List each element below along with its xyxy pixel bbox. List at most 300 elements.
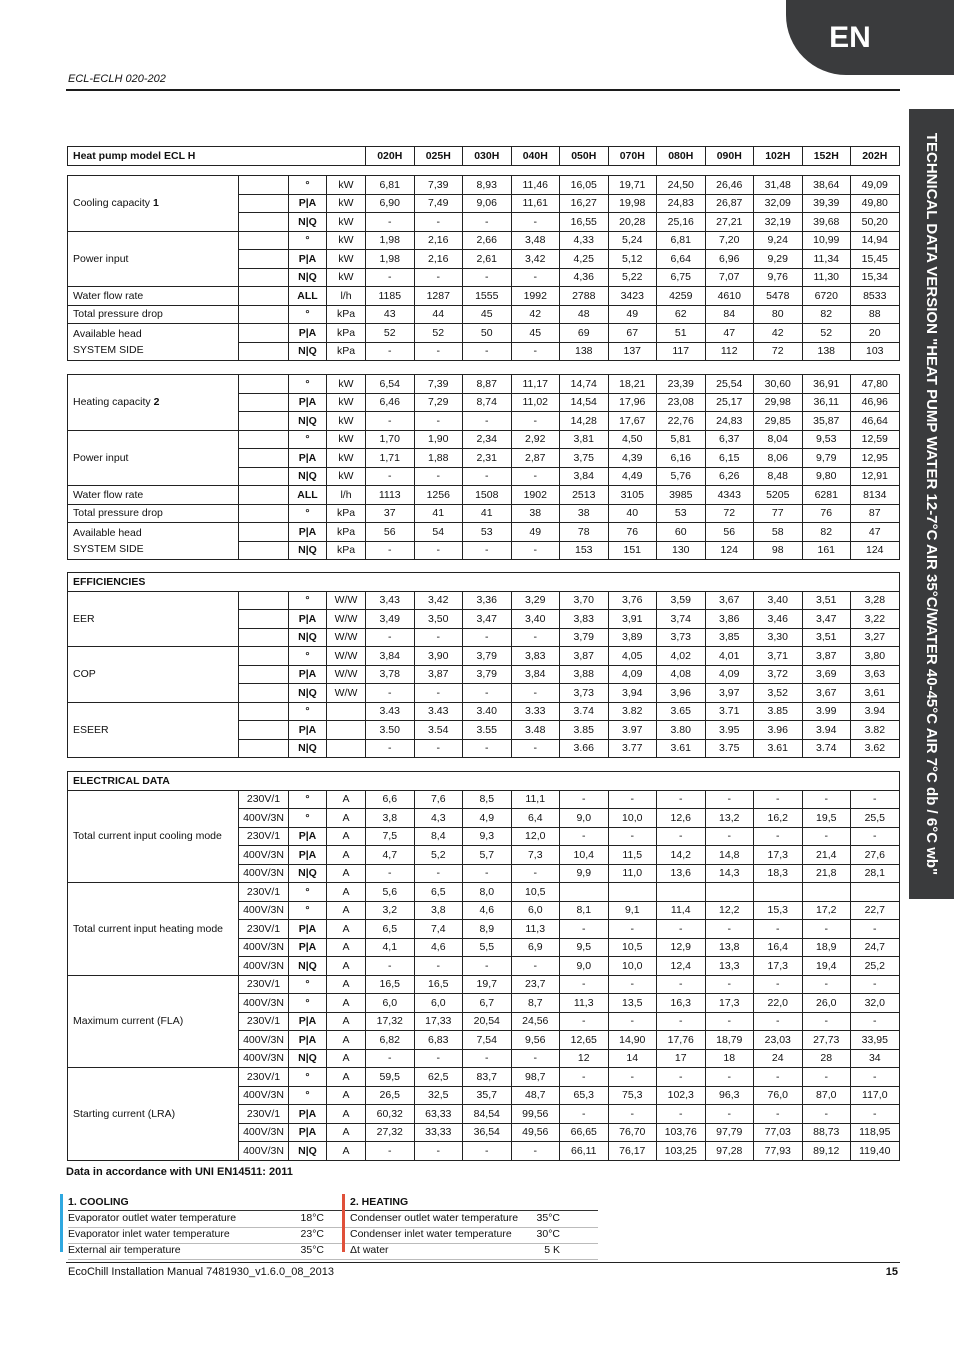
value-cell: 6,0 [366, 994, 415, 1013]
legend-item-label: Evaporator outlet water temperature [68, 1212, 237, 1224]
power-supply-cell [239, 342, 289, 361]
value-cell: 2,61 [463, 250, 512, 269]
value-cell: 60,32 [366, 1105, 415, 1124]
data-section-table [67, 175, 900, 361]
value-cell: 3,50 [414, 610, 463, 629]
value-cell: 12,4 [657, 957, 706, 976]
value-cell: - [608, 790, 657, 809]
power-supply-cell [239, 665, 289, 684]
version-cell: P|A [289, 1031, 327, 1050]
version-cell: ALL [289, 486, 327, 505]
value-cell: 87,0 [802, 1086, 851, 1105]
value-cell: 15,3 [754, 901, 803, 920]
unit-cell: A [327, 994, 366, 1013]
value-cell: - [511, 1142, 560, 1161]
value-cell: - [366, 1142, 415, 1161]
value-cell: 3985 [657, 486, 706, 505]
value-cell: - [414, 412, 463, 431]
value-cell: 36,54 [463, 1123, 512, 1142]
value-cell: 3,86 [705, 610, 754, 629]
value-cell: 88 [851, 305, 900, 324]
value-cell: 9,29 [754, 250, 803, 269]
value-cell: - [560, 827, 609, 846]
value-cell: 9,0 [560, 809, 609, 828]
value-cell: 4,01 [705, 647, 754, 666]
value-cell: 24,50 [657, 176, 706, 195]
value-cell: 11,3 [511, 920, 560, 939]
power-supply-cell: 230V/1 [239, 975, 289, 994]
value-cell: 9,1 [608, 901, 657, 920]
value-cell: 4,49 [608, 467, 657, 486]
value-cell: - [657, 1105, 706, 1124]
value-cell: 11,17 [511, 375, 560, 394]
value-cell: 3,76 [608, 591, 657, 610]
legend-item-label: Condenser outlet water temperature [350, 1212, 519, 1224]
value-cell: 19,5 [802, 809, 851, 828]
unit-cell: A [327, 790, 366, 809]
value-cell: 38,64 [802, 176, 851, 195]
value-cell: 8533 [851, 287, 900, 306]
value-cell: 3,89 [608, 628, 657, 647]
value-cell: - [802, 975, 851, 994]
row-label: Water flow rate [73, 289, 144, 302]
value-cell: 3,97 [705, 684, 754, 703]
group-label [68, 287, 239, 306]
value-cell: 4,33 [560, 231, 609, 250]
value-cell: 6,81 [366, 176, 415, 195]
value-cell: 80 [754, 305, 803, 324]
footnote-ref: 2 [153, 396, 160, 409]
value-cell: 4610 [705, 287, 754, 306]
value-cell: 7,39 [414, 375, 463, 394]
unit-cell: A [327, 920, 366, 939]
value-cell: 12,91 [851, 467, 900, 486]
version-cell: ° [289, 430, 327, 449]
row-label: Total current input cooling mode [73, 830, 222, 843]
value-cell: - [414, 957, 463, 976]
value-cell: 8,0 [463, 883, 512, 902]
value-cell: 6,90 [366, 194, 415, 213]
value-cell: 98 [754, 541, 803, 560]
value-cell: 50,20 [851, 213, 900, 232]
value-cell: - [608, 975, 657, 994]
value-cell: 10,5 [608, 938, 657, 957]
model-header: 080H [657, 147, 706, 166]
value-cell: 76,0 [754, 1086, 803, 1105]
unit-cell: A [327, 827, 366, 846]
value-cell: - [851, 1068, 900, 1087]
value-cell: - [366, 1049, 415, 1068]
value-cell: - [463, 213, 512, 232]
value-cell: - [608, 1012, 657, 1031]
unit-cell: W/W [327, 665, 366, 684]
value-cell: 10,0 [608, 809, 657, 828]
value-cell: 17,33 [414, 1012, 463, 1031]
value-cell: - [463, 1142, 512, 1161]
value-cell: 8,74 [463, 393, 512, 412]
group-label [68, 883, 239, 976]
value-cell: 118,95 [851, 1123, 900, 1142]
version-cell: P|A [289, 665, 327, 684]
unit-cell: A [327, 883, 366, 902]
value-cell: - [463, 541, 512, 560]
value-cell: 48 [560, 305, 609, 324]
value-cell: 14,2 [657, 846, 706, 865]
value-cell: - [511, 628, 560, 647]
value-cell: - [511, 957, 560, 976]
value-cell: 3,73 [560, 684, 609, 703]
version-cell: N|Q [289, 628, 327, 647]
standard-note: Data in accordance with UNI EN14511: 2011 [66, 1166, 293, 1178]
table-row [68, 1068, 900, 1087]
value-cell: 17 [657, 1049, 706, 1068]
value-cell: 117,0 [851, 1086, 900, 1105]
value-cell: 14,94 [851, 231, 900, 250]
value-cell: 3,83 [511, 647, 560, 666]
unit-cell: W/W [327, 684, 366, 703]
value-cell: 1,98 [366, 250, 415, 269]
value-cell: 13,6 [657, 864, 706, 883]
version-cell: N|Q [289, 342, 327, 361]
value-cell: 3,61 [851, 684, 900, 703]
value-cell: 9,0 [560, 957, 609, 976]
value-cell: 3,79 [463, 665, 512, 684]
value-cell: - [414, 1049, 463, 1068]
legend-item-label: External air temperature [68, 1244, 181, 1256]
power-supply-cell: 400V/3N [239, 957, 289, 976]
value-cell: 3,96 [657, 684, 706, 703]
value-cell: 103 [851, 342, 900, 361]
value-cell: 17,96 [608, 393, 657, 412]
value-cell: - [754, 790, 803, 809]
value-cell: - [705, 1012, 754, 1031]
legend-color-bar [60, 1194, 63, 1252]
row-label: Available head [73, 328, 142, 340]
power-supply-cell [239, 305, 289, 324]
value-cell: 3,47 [802, 610, 851, 629]
value-cell: 65,3 [560, 1086, 609, 1105]
version-cell: P|A [289, 1012, 327, 1031]
value-cell: 11,30 [802, 268, 851, 287]
value-cell: - [463, 628, 512, 647]
unit-cell: kW [327, 430, 366, 449]
value-cell: 24 [754, 1049, 803, 1068]
value-cell: - [511, 864, 560, 883]
unit-cell: l/h [327, 486, 366, 505]
power-supply-cell: 400V/3N [239, 864, 289, 883]
value-cell: 3,83 [560, 610, 609, 629]
version-cell: N|Q [289, 1049, 327, 1068]
power-supply-cell: 400V/3N [239, 901, 289, 920]
version-cell: N|Q [289, 541, 327, 560]
value-cell: 77 [754, 504, 803, 523]
value-cell: 8,9 [463, 920, 512, 939]
value-cell: 17,76 [657, 1031, 706, 1050]
value-cell: 3.94 [802, 721, 851, 740]
value-cell: 3,40 [511, 610, 560, 629]
version-cell: N|Q [289, 467, 327, 486]
table-row [68, 523, 900, 542]
value-cell: 16,55 [560, 213, 609, 232]
value-cell: 153 [560, 541, 609, 560]
value-cell: 8,06 [754, 449, 803, 468]
value-cell: 1,88 [414, 449, 463, 468]
version-cell: P|A [289, 324, 327, 343]
value-cell: 6,75 [657, 268, 706, 287]
value-cell: 98,7 [511, 1068, 560, 1087]
value-cell: 3,40 [754, 591, 803, 610]
power-supply-cell: 230V/1 [239, 883, 289, 902]
value-cell: 3.74 [802, 739, 851, 758]
value-cell: 29,85 [754, 412, 803, 431]
unit-cell: kW [327, 213, 366, 232]
value-cell: 84 [705, 305, 754, 324]
value-cell: 78 [560, 523, 609, 542]
value-cell: 24,83 [705, 412, 754, 431]
version-cell: P|A [289, 523, 327, 542]
value-cell: 11,1 [511, 790, 560, 809]
value-cell: 10,5 [511, 883, 560, 902]
value-cell: - [414, 541, 463, 560]
value-cell: 11,3 [560, 994, 609, 1013]
value-cell: 31,48 [754, 176, 803, 195]
value-cell: 22,0 [754, 994, 803, 1013]
language-tab [786, 0, 954, 75]
value-cell: 21,4 [802, 846, 851, 865]
value-cell: 5,76 [657, 467, 706, 486]
value-cell: 59,5 [366, 1068, 415, 1087]
value-cell: - [754, 920, 803, 939]
model-header: 102H [754, 147, 803, 166]
group-label [68, 486, 239, 505]
value-cell: 49 [608, 305, 657, 324]
value-cell: 3,29 [511, 591, 560, 610]
side-title-bar [909, 109, 954, 899]
value-cell: - [511, 213, 560, 232]
value-cell: - [802, 920, 851, 939]
value-cell: 4,09 [608, 665, 657, 684]
value-cell: 19,98 [608, 194, 657, 213]
table-row [68, 591, 900, 610]
version-cell: ° [289, 809, 327, 828]
value-cell: 2,34 [463, 430, 512, 449]
power-supply-cell [239, 449, 289, 468]
value-cell: 9,53 [802, 430, 851, 449]
value-cell: 17,2 [802, 901, 851, 920]
value-cell: 3,90 [414, 647, 463, 666]
value-cell: 47,80 [851, 375, 900, 394]
power-supply-cell [239, 213, 289, 232]
value-cell: - [511, 412, 560, 431]
value-cell: 13,3 [705, 957, 754, 976]
value-cell: 130 [657, 541, 706, 560]
value-cell: - [754, 1068, 803, 1087]
side-title: TECHNICAL DATA VERSION "HEAT PUMP WATER 12-7°C AIR 35°C/WATER 40-45°C AIR 7°C db / 6°C wb" [923, 132, 940, 876]
value-cell [802, 883, 851, 902]
value-cell: 3,84 [366, 647, 415, 666]
version-cell: N|Q [289, 739, 327, 758]
value-cell: 14,90 [608, 1031, 657, 1050]
value-cell: 27,6 [851, 846, 900, 865]
version-cell: P|A [289, 846, 327, 865]
power-supply-cell [239, 412, 289, 431]
value-cell: 45 [511, 324, 560, 343]
value-cell: 7,39 [414, 176, 463, 195]
value-cell: 17,3 [705, 994, 754, 1013]
value-cell: 54 [414, 523, 463, 542]
value-cell: - [414, 739, 463, 758]
value-cell: - [414, 1142, 463, 1161]
value-cell: 13,8 [705, 938, 754, 957]
value-cell: 49,56 [511, 1123, 560, 1142]
value-cell: 10,99 [802, 231, 851, 250]
value-cell: 3,88 [560, 665, 609, 684]
value-cell: 19,4 [802, 957, 851, 976]
value-cell: 50 [463, 324, 512, 343]
value-cell [754, 883, 803, 902]
value-cell: - [463, 412, 512, 431]
value-cell: 12,59 [851, 430, 900, 449]
value-cell: 3,48 [511, 231, 560, 250]
row-label: Power input [73, 451, 129, 464]
data-section-table [67, 572, 900, 758]
model-header: 030H [463, 147, 512, 166]
value-cell: 8,1 [560, 901, 609, 920]
version-cell: P|A [289, 1123, 327, 1142]
value-cell: - [657, 975, 706, 994]
group-label [68, 375, 239, 431]
value-cell: 5205 [754, 486, 803, 505]
version-cell: ° [289, 901, 327, 920]
version-cell: ° [289, 504, 327, 523]
value-cell: 20 [851, 324, 900, 343]
value-cell: 3.48 [511, 721, 560, 740]
value-cell: 76 [802, 504, 851, 523]
unit-cell: l/h [327, 287, 366, 306]
value-cell: 41 [414, 504, 463, 523]
value-cell: 27,32 [366, 1123, 415, 1142]
value-cell: 14,28 [560, 412, 609, 431]
value-cell: 11,02 [511, 393, 560, 412]
value-cell: 3.61 [657, 739, 706, 758]
value-cell: 6,15 [705, 449, 754, 468]
value-cell: 76,70 [608, 1123, 657, 1142]
value-cell: 17,3 [754, 957, 803, 976]
value-cell: 49,09 [851, 176, 900, 195]
value-cell: 26,87 [705, 194, 754, 213]
value-cell: 3,46 [754, 610, 803, 629]
value-cell: 37 [366, 504, 415, 523]
value-cell: 3,71 [754, 647, 803, 666]
value-cell [657, 883, 706, 902]
footer-manual-title: EcoChill Installation Manual 7481930_v1.6.0_08_2013 [68, 1266, 335, 1278]
value-cell: 5,24 [608, 231, 657, 250]
value-cell: 14,54 [560, 393, 609, 412]
value-cell: 25,54 [705, 375, 754, 394]
value-cell: - [560, 790, 609, 809]
power-supply-cell: 230V/1 [239, 827, 289, 846]
unit-cell: A [327, 901, 366, 920]
row-label: COP [73, 668, 96, 681]
value-cell: - [754, 975, 803, 994]
power-supply-cell [239, 591, 289, 610]
table-row [68, 287, 900, 306]
power-supply-cell [239, 194, 289, 213]
value-cell: 9,76 [754, 268, 803, 287]
group-label [68, 305, 239, 324]
unit-cell: W/W [327, 647, 366, 666]
value-cell: 1902 [511, 486, 560, 505]
power-supply-cell: 400V/3N [239, 994, 289, 1013]
value-cell: 1,70 [366, 430, 415, 449]
value-cell: 77,03 [754, 1123, 803, 1142]
language-tab-label: EN [829, 20, 871, 54]
power-supply-cell [239, 523, 289, 542]
value-cell: 17,67 [608, 412, 657, 431]
value-cell: 1,98 [366, 231, 415, 250]
version-cell: ° [289, 1086, 327, 1105]
power-supply-cell: 230V/1 [239, 1012, 289, 1031]
value-cell: 5,7 [463, 846, 512, 865]
legend-color-bar [342, 1194, 345, 1252]
unit-cell: A [327, 1049, 366, 1068]
value-cell: 16,2 [754, 809, 803, 828]
value-cell: 35,87 [802, 412, 851, 431]
value-cell: - [608, 827, 657, 846]
value-cell: 88,73 [802, 1123, 851, 1142]
unit-cell [327, 721, 366, 740]
value-cell: 18,3 [754, 864, 803, 883]
value-cell: 96,3 [705, 1086, 754, 1105]
value-cell: 87 [851, 504, 900, 523]
value-cell: 7,6 [414, 790, 463, 809]
value-cell: 3.50 [366, 721, 415, 740]
value-cell: 28 [802, 1049, 851, 1068]
value-cell: 42 [511, 305, 560, 324]
unit-cell: kW [327, 412, 366, 431]
value-cell: 5,2 [414, 846, 463, 865]
model-header: 020H [366, 147, 415, 166]
value-cell: 17,32 [366, 1012, 415, 1031]
value-cell: 7,5 [366, 827, 415, 846]
value-cell: - [463, 1049, 512, 1068]
table-row [68, 883, 900, 902]
version-cell: ° [289, 305, 327, 324]
legend-item-divider [350, 1259, 598, 1260]
value-cell: 26,0 [802, 994, 851, 1013]
value-cell: 39,68 [802, 213, 851, 232]
value-cell: - [560, 1105, 609, 1124]
value-cell: - [414, 684, 463, 703]
row-label: Power input [73, 252, 129, 265]
value-cell: 12 [560, 1049, 609, 1068]
value-cell: 24,83 [657, 194, 706, 213]
value-cell: 3.97 [608, 721, 657, 740]
value-cell: 3.43 [414, 702, 463, 721]
value-cell: 3,47 [463, 610, 512, 629]
model-header: 070H [608, 147, 657, 166]
value-cell: 9,56 [511, 1031, 560, 1050]
value-cell: 23,39 [657, 375, 706, 394]
value-cell: 3.33 [511, 702, 560, 721]
value-cell: 5,12 [608, 250, 657, 269]
value-cell: 16,05 [560, 176, 609, 195]
value-cell: 3,27 [851, 628, 900, 647]
value-cell: 3,8 [414, 901, 463, 920]
value-cell: - [754, 1105, 803, 1124]
unit-cell: A [327, 957, 366, 976]
power-supply-cell: 400V/3N [239, 1123, 289, 1142]
